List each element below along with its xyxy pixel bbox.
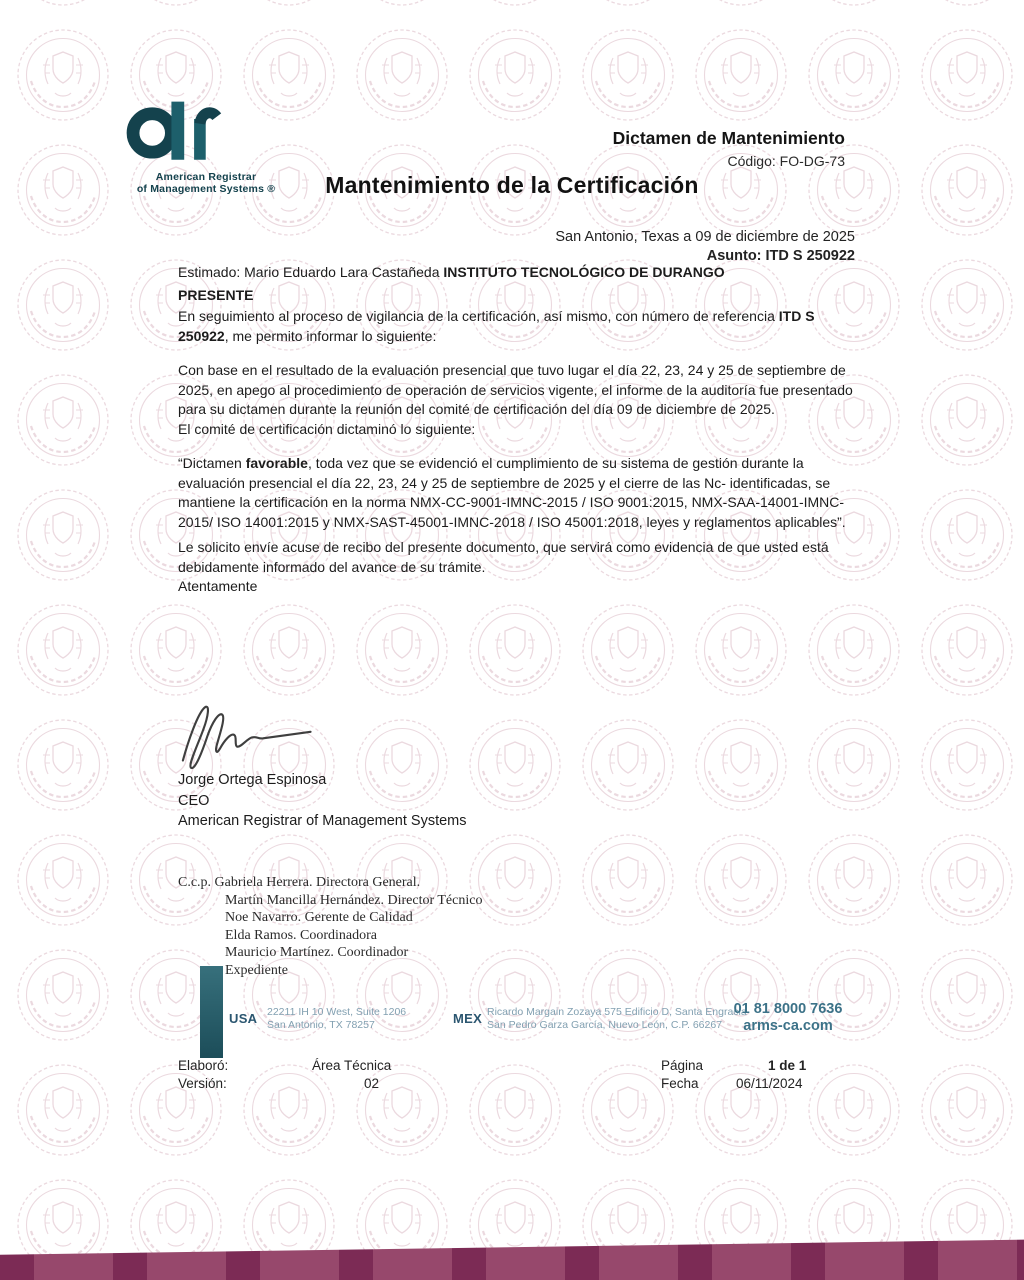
acknowledgement-paragraph xyxy=(178,538,866,577)
company-logo xyxy=(122,84,302,195)
bold-text-segment: ITD S 250922 xyxy=(178,308,815,344)
bold-text-segment: favorable xyxy=(245,455,308,471)
ccp-entry: Noe Navarro. Gerente de Calidad xyxy=(225,910,413,925)
version-label: Versión: xyxy=(178,1076,227,1091)
text-segment: El comité de certificación dictaminó lo siguiente: xyxy=(178,420,476,437)
mex-address-line1: Ricardo Margain Zozaya 575 Edificio D, Santa Engracia xyxy=(487,1006,747,1018)
ccp-entry: Elda Ramos. Coordinadora xyxy=(225,927,378,943)
version-value: 02 xyxy=(364,1076,380,1091)
text-segment: Le solicito envíe acuse de recibo del presente documento, que servirá como evidencia de que usted está debidamente informado del avance de su trámite. xyxy=(178,539,829,575)
usa-label: USA xyxy=(229,1011,258,1026)
usa-address-line2: San Antonio, TX 78257 xyxy=(267,1019,375,1031)
signer-block xyxy=(178,770,467,832)
signer-role: CEO xyxy=(178,792,210,809)
doc-type-label: Dictamen de Mantenimiento xyxy=(612,128,845,148)
usa-address-line1: 22211 IH 10 West, Suite 1206 xyxy=(267,1006,407,1018)
ccp-entry: Expediente xyxy=(225,962,288,978)
ar-logo-icon xyxy=(122,84,222,168)
text-segment: Atentamente xyxy=(178,578,258,594)
usa-address xyxy=(267,1006,406,1032)
signer-company: American Registrar of Management Systems xyxy=(178,813,467,829)
signer-name: Jorge Ortega Espinosa xyxy=(178,772,327,788)
letter-body xyxy=(178,263,866,597)
contact-block xyxy=(733,1001,843,1035)
document-header xyxy=(613,128,845,169)
verdict-paragraph xyxy=(178,454,866,532)
logo-name-line1: American Registrar xyxy=(155,171,257,183)
text-segment: Con base en el resultado de la evaluación presencial que tuvo lugar el día 22, 23, 24 y 25 de septiembre de 2025, en apego al procedimiento de operación de servicios vigente, el informe de la auditoría fue presentado para su dictamen durante la reunión del comité de certificación del día 09 de diciembre de 2025. xyxy=(178,362,853,417)
elaboro-label: Elaboró: xyxy=(178,1058,229,1073)
bold-text-segment: PRESENTE xyxy=(178,286,254,303)
footer-divider-bar xyxy=(200,966,223,1058)
ccp-block xyxy=(178,874,482,979)
pagina-label: Página xyxy=(661,1058,704,1073)
fecha-label: Fecha xyxy=(661,1076,699,1091)
elaboro-value: Área Técnica xyxy=(312,1058,392,1073)
text-segment: En seguimiento al proceso de vigilancia de la certificación, así mismo, con número de referencia xyxy=(178,308,779,324)
salutation-line xyxy=(178,263,866,283)
closing-line xyxy=(178,577,866,597)
website: arms-ca.com xyxy=(743,1018,833,1034)
fecha-value: 06/11/2024 xyxy=(736,1076,803,1091)
bold-text-segment: INSTITUTO TECNOLÓGICO DE DURANGO xyxy=(443,264,725,280)
pagina-value: 1 de 1 xyxy=(768,1058,807,1073)
text-segment: , me permito informar lo siguiente: xyxy=(224,327,437,344)
page-title: Mantenimiento de la Certificación xyxy=(325,172,699,198)
doc-code-label: Código: FO-DG-73 xyxy=(727,153,845,169)
mex-address-line2: San Pedro Garza García, Nuevo León, C.P. 66267 xyxy=(487,1019,723,1031)
evaluation-paragraph xyxy=(178,361,866,420)
ccp-entry: Mauricio Martínez. Coordinador xyxy=(225,945,409,960)
committee-line xyxy=(178,420,866,440)
mex-label: MEX xyxy=(453,1011,483,1026)
subject-line: Asunto: ITD S 250922 xyxy=(706,248,855,264)
logo-name-line2: of Management Systems ® xyxy=(136,182,276,195)
text-segment: Estimado: Mario Eduardo Lara Castañeda xyxy=(178,264,444,280)
mex-address xyxy=(487,1006,747,1032)
place-date-line: San Antonio, Texas a 09 de diciembre de 2025 xyxy=(555,229,855,245)
phone-number: 01 81 8000 7636 xyxy=(733,1001,843,1017)
text-segment: , toda vez que se evidenció el cumplimiento de su sistema de gestión durante la evaluación presencial el día 22, 23, 24 y 25 de septiembre de 2025 y el cierre de las Nc- identificadas, se mantiene la certificación en la norma NMX-CC-9001-IMNC-2015 / ISO 9001:2015, NMX-SAA-14001-IMNC-2015/ ISO 14001:2015 y NMX-SAST-45001-IMNC-2018 / ISO 45001:2018, leyes y reglamentos aplicables”. xyxy=(178,455,846,530)
bottom-accent-bar xyxy=(0,1238,1024,1280)
ccp-entry: Martín Mancilla Hernández. Director Técnico xyxy=(225,892,483,908)
presente-line xyxy=(178,286,866,306)
signature-icon xyxy=(160,688,340,783)
reference-paragraph xyxy=(178,307,866,346)
date-subject-block xyxy=(555,228,855,266)
ccp-entry: C.c.p. Gabriela Herrera. Directora General. xyxy=(178,875,421,890)
text-segment: “Dictamen xyxy=(178,455,246,471)
